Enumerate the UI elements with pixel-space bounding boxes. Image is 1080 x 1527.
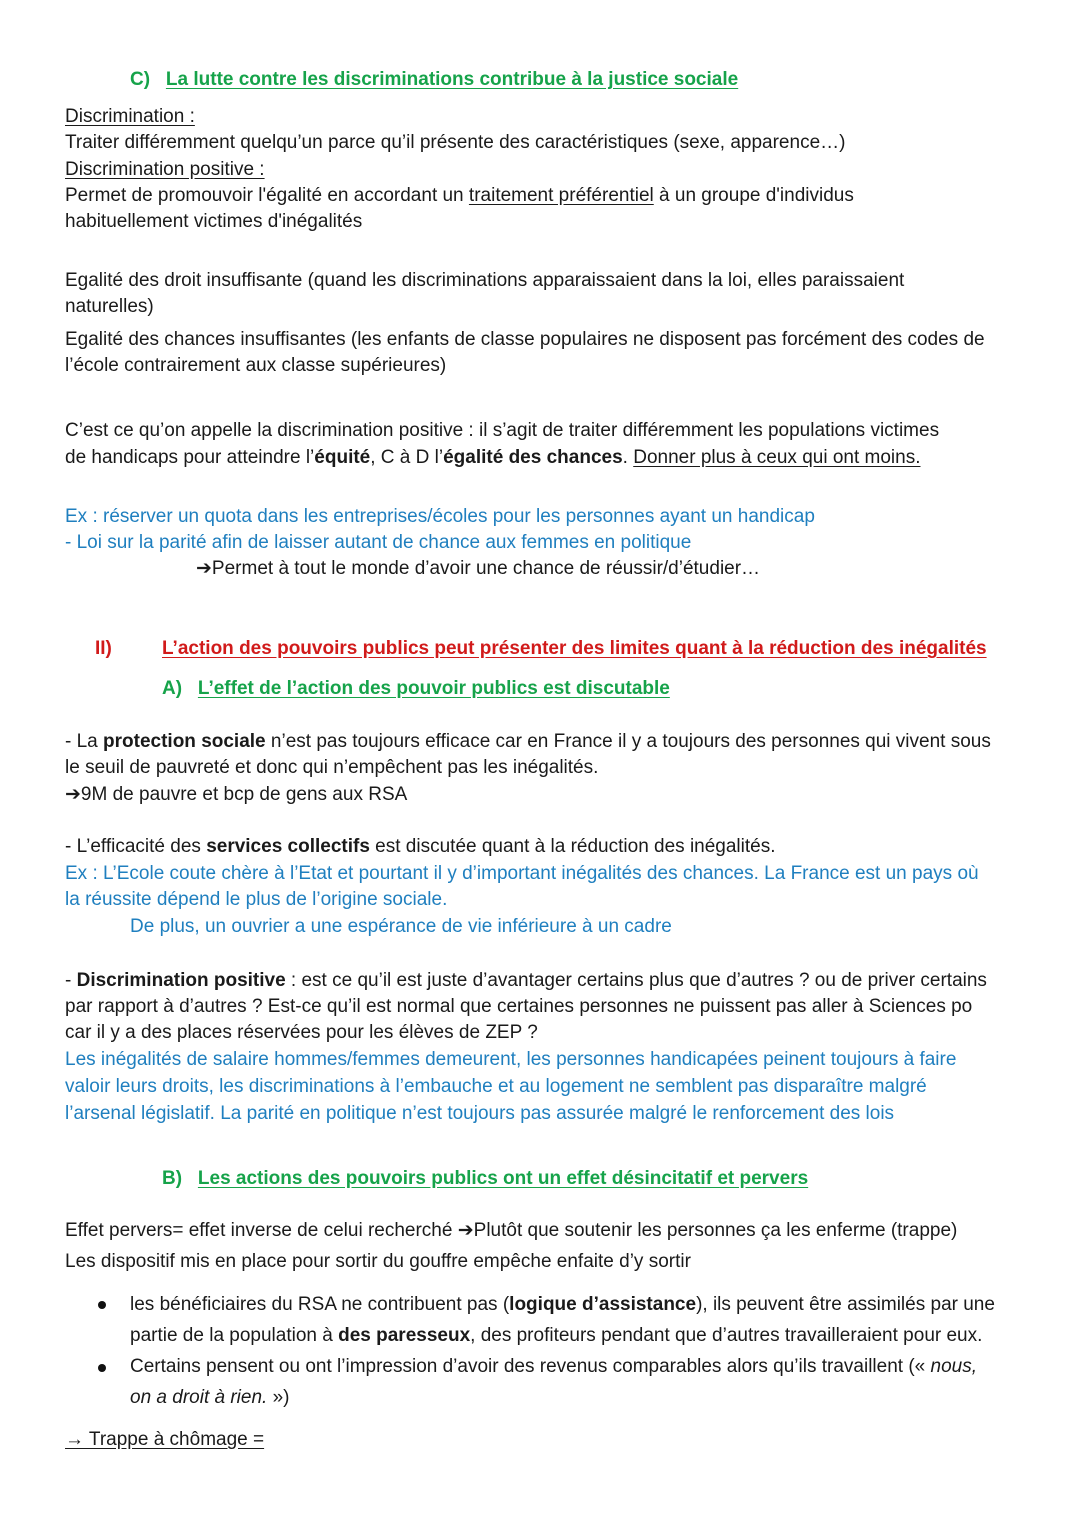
section-ii-title: L’action des pouvoirs publics peut présenter des limites quant à la réduction des inégalités bbox=[162, 638, 987, 659]
text-span: , C à D l’ bbox=[370, 447, 444, 468]
text-span: Plutôt que soutenir les personnes ça les enferme (trappe) bbox=[473, 1220, 958, 1241]
text-span: . bbox=[622, 447, 634, 468]
section-a-title: L’effet de l’action des pouvoir publics est discutable bbox=[197, 678, 670, 699]
bullet-2-line-2 bbox=[130, 1385, 290, 1411]
egalite-chances-2: l’école contrairement aux classe supérieures) bbox=[65, 355, 447, 376]
italic-quote: nous, bbox=[930, 1356, 977, 1377]
text-span: 9M de pauvre et bcp de gens aux RSA bbox=[80, 784, 408, 805]
effet-line-1 bbox=[65, 1218, 957, 1244]
egalite-chances-1: Egalité des chances insuffisantes (les enfants de classe populaires ne disposent pas forcément des codes de bbox=[65, 329, 985, 350]
text-span: - La bbox=[65, 731, 104, 752]
text-span: les bénéficiaires du RSA ne contribuent pas ( bbox=[130, 1294, 510, 1315]
bullet-1-line-1 bbox=[130, 1292, 995, 1318]
protection-line-3 bbox=[65, 782, 407, 808]
arrow-right-icon: ➔ bbox=[196, 558, 212, 579]
bold-term: protection sociale bbox=[103, 731, 266, 752]
discrim-pos-line-1 bbox=[65, 968, 987, 994]
bullet-icon bbox=[98, 1364, 106, 1372]
trappe-chomage: → Trappe à chômage = bbox=[65, 1429, 265, 1450]
text-span: Permet de promouvoir l'égalité en accordant un bbox=[65, 185, 469, 206]
discrim-pos-blue-3: l’arsenal législatif. La parité en politique n’est toujours pas assurée malgré le renforcement des lois bbox=[65, 1103, 895, 1124]
section-c-marker: C) bbox=[130, 69, 151, 90]
text-span: partie de la population à bbox=[130, 1325, 339, 1346]
text-span: Certains pensent ou ont l’impression d’avoir des revenus comparables alors qu’ils travaillent (« bbox=[130, 1356, 931, 1377]
bold-term: équité bbox=[314, 447, 371, 468]
discrimination-positive-label: Discrimination positive : bbox=[65, 159, 265, 180]
italic-quote: on a droit à rien. bbox=[130, 1387, 268, 1408]
text-span: Permet à tout le monde d’avoir une chance de réussir/d’étudier… bbox=[211, 558, 761, 579]
egalite-droits-1: Egalité des droit insuffisante (quand les discriminations apparaissaient dans la loi, elles paraissaient bbox=[65, 270, 905, 291]
discrim-pos-blue-2: valoir leurs droits, les discriminations à l’embauche et au logement ne semblent pas disparaître malgré bbox=[65, 1076, 927, 1097]
section-b-marker: B) bbox=[162, 1168, 183, 1189]
example-2: - Loi sur la parité afin de laisser autant de chance aux femmes en politique bbox=[65, 532, 692, 553]
arrow-right-icon: ➔ bbox=[65, 784, 81, 805]
section-b-title: Les actions des pouvoirs publics ont un effet désincitatif et pervers bbox=[197, 1168, 809, 1189]
text-span: ») bbox=[267, 1387, 290, 1408]
underlined-term: traitement préférentiel bbox=[468, 185, 654, 206]
effet-line-2: Les dispositif mis en place pour sortir du gouffre empêche enfaite d’y sortir bbox=[65, 1251, 691, 1272]
text-span: ), ils peuvent être assimilés par une bbox=[696, 1294, 995, 1315]
definition-line-1: C’est ce qu’on appelle la discrimination positive : il s’agit de traiter différemment les populations victimes bbox=[65, 420, 940, 441]
discrimination-positive-definition bbox=[65, 183, 854, 209]
section-a-marker: A) bbox=[162, 678, 183, 699]
discrimination-definition: Traiter différemment quelqu’un parce qu’il présente des caractéristiques (sexe, apparence…) bbox=[65, 132, 846, 153]
egalite-droits-2: naturelles) bbox=[65, 296, 154, 317]
text-span: Effet pervers= effet inverse de celui recherché bbox=[65, 1220, 458, 1241]
bold-term: Discrimination positive bbox=[76, 970, 286, 991]
text-span: de handicaps pour atteindre l’ bbox=[65, 447, 315, 468]
bold-term: logique d’assistance bbox=[509, 1294, 697, 1315]
arrow-right-icon: ➔ bbox=[457, 1220, 474, 1241]
text-span: - bbox=[65, 970, 77, 991]
services-line-1 bbox=[65, 834, 776, 860]
discrimination-positive-definition-2: habituellement victimes d'inégalités bbox=[65, 211, 363, 232]
section-b-heading bbox=[162, 1166, 808, 1192]
section-ii-marker: II) bbox=[95, 638, 112, 659]
example-conclusion bbox=[196, 556, 760, 582]
protection-line-1 bbox=[65, 729, 991, 755]
bold-term: des paresseux bbox=[338, 1325, 471, 1346]
text-span: - L’efficacité des bbox=[65, 836, 207, 857]
discrim-pos-line-2: par rapport à d’autres ? Est-ce qu’il est normal que certaines personnes ne puissent pas aller à Sciences po bbox=[65, 996, 973, 1017]
bold-term: égalité des chances bbox=[443, 447, 623, 468]
discrimination-label: Discrimination : bbox=[65, 106, 195, 127]
services-example-1: Ex : L’Ecole coute chère à l’Etat et pourtant il y d’important inégalités des chances. La France est un pays où bbox=[65, 863, 979, 884]
section-c-heading bbox=[130, 67, 738, 93]
protection-line-2: le seuil de pauvreté et donc qui n’empêchent pas les inégalités. bbox=[65, 757, 599, 778]
services-example-3: De plus, un ouvrier a une espérance de vie inférieure à un cadre bbox=[130, 916, 672, 937]
text-span: est discutée quant à la réduction des inégalités. bbox=[369, 836, 776, 857]
bold-term: services collectifs bbox=[206, 836, 370, 857]
definition-line-2 bbox=[65, 445, 921, 471]
discrim-pos-blue-1: Les inégalités de salaire hommes/femmes demeurent, les personnes handicapées peinent toujours à faire bbox=[65, 1049, 957, 1070]
example-1: Ex : réserver un quota dans les entreprises/écoles pour les personnes ayant un handicap bbox=[65, 506, 815, 527]
bullet-2-line-1 bbox=[130, 1354, 977, 1380]
bullet-1-line-2 bbox=[130, 1323, 982, 1349]
text-span: n’est pas toujours efficace car en France il y a toujours des personnes qui vivent sous bbox=[265, 731, 991, 752]
discrim-pos-line-3: car il y a des places réservées pour les élèves de ZEP ? bbox=[65, 1022, 538, 1043]
bullet-icon bbox=[98, 1301, 106, 1309]
text-span: , des profiteurs pendant que d’autres travailleraient pour eux. bbox=[470, 1325, 983, 1346]
section-a-heading bbox=[162, 676, 670, 702]
section-c-title: La lutte contre les discriminations contribue à la justice sociale bbox=[165, 69, 739, 90]
text-span: à un groupe d'individus bbox=[653, 185, 854, 206]
services-example-2: la réussite dépend le plus de l’origine sociale. bbox=[65, 889, 448, 910]
text-span: : est ce qu’il est juste d’avantager certains plus que d’autres ? ou de priver certains bbox=[285, 970, 987, 991]
underlined-term: Donner plus à ceux qui ont moins. bbox=[633, 447, 921, 468]
